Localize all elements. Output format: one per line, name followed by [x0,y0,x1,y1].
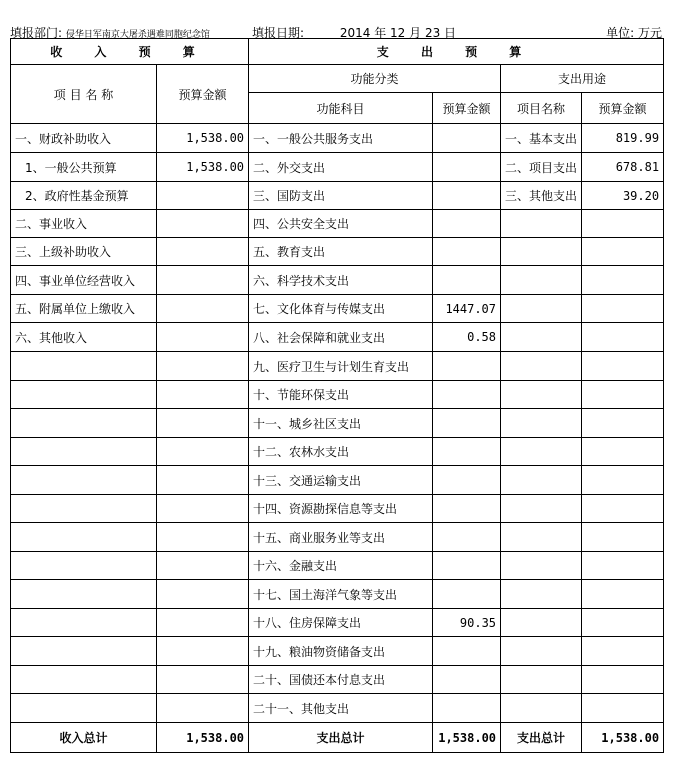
table-row [11,295,664,323]
usage-item-amount: 819.99 [582,124,664,153]
function-subject-label: 十二、农林水支出 [249,438,433,466]
income-item-amount [157,637,249,666]
income-item-label [11,552,157,580]
usage-item-label [501,637,582,666]
function-subject-label: 二十、国债还本付息支出 [249,666,433,694]
income-item-label: 五、附属单位上缴收入 [11,295,157,323]
usage-item-amount [582,637,664,666]
totals-row [11,723,664,753]
income-item-amount [157,295,249,323]
function-subject-label: 十八、住房保障支出 [249,609,433,637]
usage-total-amount: 1,538.00 [582,723,664,753]
date-value: 2014 年 12 月 23 日 [339,26,457,40]
usage-item-label: 二、项目支出 [501,153,582,182]
income-item-amount [157,266,249,295]
function-subject-amount [433,124,501,153]
table-row [11,552,664,580]
income-item-amount [157,409,249,438]
income-item-amount [157,210,249,238]
function-subject-amount [433,153,501,182]
function-subject-amount [433,523,501,552]
table-row [11,124,664,153]
table-row [11,580,664,609]
function-subject-amount [433,580,501,609]
income-title: 收 入 预 算 [11,39,249,65]
income-item-amount [157,495,249,523]
usage-item-amount [582,381,664,409]
function-subject-label: 十六、金融支出 [249,552,433,580]
income-item-label: 2、政府性基金预算 [11,182,157,210]
usage-item-amount [582,609,664,637]
function-subject-label: 六、科学技术支出 [249,266,433,295]
table-row [11,266,664,295]
income-item-amount [157,381,249,409]
expense-title: 支 出 预 算 [249,39,664,65]
function-subject-label: 十一、城乡社区支出 [249,409,433,438]
income-item-amount [157,666,249,694]
function-subject-amount [433,637,501,666]
usage-item-label [501,580,582,609]
usage-item-label [501,323,582,352]
usage-item-label [501,523,582,552]
function-total-label: 支出总计 [249,723,433,753]
section-title-row [11,39,664,65]
function-subject-amount [433,409,501,438]
function-subject-amount [433,381,501,409]
income-item-amount: 1,538.00 [157,153,249,182]
date-label: 填报日期: [252,26,305,40]
dept-name: 侵华日军南京大屠杀遇难同胞纪念馆 [65,30,210,40]
usage-item-label [501,552,582,580]
usage-item-label [501,609,582,637]
usage-item-amount [582,495,664,523]
table-row [11,495,664,523]
usage-item-amount [582,694,664,723]
income-item-amount [157,523,249,552]
income-item-amount [157,238,249,266]
usage-item-label [501,666,582,694]
table-row [11,438,664,466]
usage-item-amount: 39.20 [582,182,664,210]
usage-item-label [501,694,582,723]
table-row [11,523,664,552]
usage-item-label [501,238,582,266]
income-item-amount [157,182,249,210]
function-subject-label: 十三、交通运输支出 [249,466,433,495]
income-total-label: 收入总计 [11,723,157,753]
usage-item-amount: 678.81 [582,153,664,182]
income-item-label [11,381,157,409]
usage-item-label [501,210,582,238]
function-subject-amount [433,666,501,694]
income-item-label: 一、财政补助收入 [11,124,157,153]
usage-item-label [501,266,582,295]
table-row [11,182,664,210]
function-subject-label: 十七、国土海洋气象等支出 [249,580,433,609]
table-row [11,666,664,694]
income-item-label: 1、一般公共预算 [11,153,157,182]
function-subject-amount: 1447.07 [433,295,501,323]
function-subject-label: 七、文化体育与传媒支出 [249,295,433,323]
function-amount-header: 预算金额 [433,93,501,124]
unit-label: 单位: 万元 [606,26,662,40]
table-row [11,381,664,409]
income-amount-header: 预算金额 [157,65,249,124]
function-subject-label: 十九、粮油物资储备支出 [249,637,433,666]
income-item-label [11,466,157,495]
function-subject-label: 三、国防支出 [249,182,433,210]
income-item-label [11,666,157,694]
function-subject-label: 二十一、其他支出 [249,694,433,723]
function-subject-amount [433,495,501,523]
usage-amount-header: 预算金额 [582,93,664,124]
usage-item-amount [582,238,664,266]
function-subject-amount [433,552,501,580]
function-subject-label: 五、教育支出 [249,238,433,266]
table-row [11,694,664,723]
income-item-label [11,609,157,637]
income-item-amount [157,609,249,637]
usage-item-amount [582,552,664,580]
usage-item-label: 一、基本支出 [501,124,582,153]
usage-item-label [501,381,582,409]
budget-table-body [11,39,664,753]
income-item-label [11,352,157,381]
table-row [11,153,664,182]
usage-item-label [501,466,582,495]
usage-item-amount [582,210,664,238]
income-item-label [11,694,157,723]
function-class-header: 功能分类 [249,65,501,93]
function-subject-label: 二、外交支出 [249,153,433,182]
dept-label: 填报部门: [10,26,63,40]
function-subject-amount [433,266,501,295]
income-item-amount [157,466,249,495]
function-subject-amount [433,182,501,210]
usage-item-label [501,295,582,323]
function-subject-amount [433,210,501,238]
usage-item-amount [582,523,664,552]
income-item-label [11,438,157,466]
income-item-amount: 1,538.00 [157,124,249,153]
function-subject-label: 四、公共安全支出 [249,210,433,238]
function-subject-label: 八、社会保障和就业支出 [249,323,433,352]
income-item-amount [157,552,249,580]
table-row [11,210,664,238]
usage-header: 支出用途 [501,65,664,93]
usage-item-label: 三、其他支出 [501,182,582,210]
table-row [11,609,664,637]
usage-item-amount [582,466,664,495]
usage-item-label [501,438,582,466]
usage-item-amount [582,580,664,609]
income-total-amount: 1,538.00 [157,723,249,753]
table-row [11,323,664,352]
income-item-label [11,580,157,609]
usage-item-label [501,352,582,381]
income-item-label [11,495,157,523]
income-item-amount [157,352,249,381]
function-subject-amount [433,238,501,266]
function-subject-amount [433,694,501,723]
usage-item-amount [582,266,664,295]
income-item-label: 三、上级补助收入 [11,238,157,266]
table-row [11,466,664,495]
usage-item-amount [582,352,664,381]
table-row [11,409,664,438]
function-subject-label: 十四、资源勘探信息等支出 [249,495,433,523]
function-subject-label: 十五、商业服务业等支出 [249,523,433,552]
budget-table [10,38,664,753]
usage-item-label [501,409,582,438]
function-subject-amount: 90.35 [433,609,501,637]
function-subject-amount [433,438,501,466]
function-subject-label: 九、医疗卫生与计划生育支出 [249,352,433,381]
income-item-label: 四、事业单位经营收入 [11,266,157,295]
header-row-1 [11,65,664,93]
table-row [11,238,664,266]
function-subject-label: 一、一般公共服务支出 [249,124,433,153]
function-subject-label: 十、节能环保支出 [249,381,433,409]
function-subject-amount: 0.58 [433,323,501,352]
income-item-amount [157,438,249,466]
usage-item-amount [582,666,664,694]
function-total-amount: 1,538.00 [433,723,501,753]
income-item-label [11,409,157,438]
income-item-header: 项 目 名 称 [11,65,157,124]
income-item-amount [157,580,249,609]
usage-item-label [501,495,582,523]
table-row [11,352,664,381]
income-item-label: 二、事业收入 [11,210,157,238]
income-item-label [11,637,157,666]
function-subject-amount [433,352,501,381]
income-item-label [11,523,157,552]
income-item-amount [157,694,249,723]
usage-item-amount [582,295,664,323]
function-subject-amount [433,466,501,495]
income-item-amount [157,323,249,352]
table-row [11,637,664,666]
usage-item-amount [582,323,664,352]
usage-item-amount [582,409,664,438]
usage-item-header: 项目名称 [501,93,582,124]
usage-item-amount [582,438,664,466]
function-subject-header: 功能科目 [249,93,433,124]
income-item-label: 六、其他收入 [11,323,157,352]
usage-total-label: 支出总计 [501,723,582,753]
